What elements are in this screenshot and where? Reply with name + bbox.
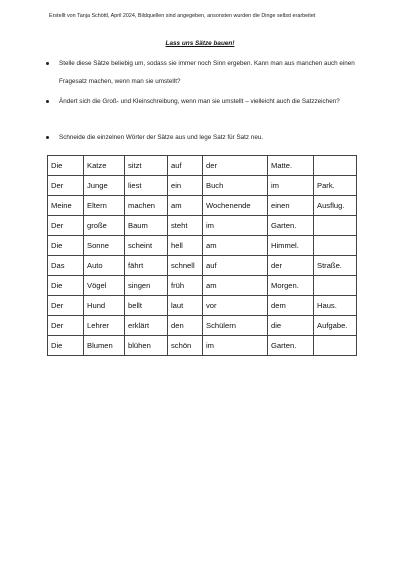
instruction-item [45,129,365,147]
table-row [48,196,357,216]
word-cell: Die [48,276,84,296]
bullet-icon [46,100,49,103]
word-cell: ein [168,176,203,196]
word-cell: Eltern [84,196,125,216]
word-cell: Garten. [268,216,314,236]
word-cell: Der [48,296,84,316]
word-cell: hell [168,236,203,256]
word-cell: Baum [125,216,168,236]
word-cell: Sonne [84,236,125,256]
word-cell: auf [203,256,268,276]
word-cell: blühen [125,336,168,356]
word-cell: am [203,276,268,296]
word-cell [314,216,357,236]
word-cell: Schülern [203,316,268,336]
instruction-item [45,55,365,91]
word-cell: schön [168,336,203,356]
word-cell: Buch [203,176,268,196]
word-cell: Die [48,236,84,256]
word-cell: einen [268,196,314,216]
word-cell: am [203,236,268,256]
word-cell: im [203,216,268,236]
word-cell: Die [48,336,84,356]
instruction-text: Ändert sich die Groß- und Kleinschreibung, wenn man sie umstellt – vielleicht auch die Satzzeichen? [59,98,340,105]
word-cell: am [168,196,203,216]
word-cell: Die [48,156,84,176]
word-cell: im [268,176,314,196]
word-cell: Der [48,316,84,336]
word-cell: dem [268,296,314,316]
word-cell: singen [125,276,168,296]
word-cell: Garten. [268,336,314,356]
word-cell: machen [125,196,168,216]
word-cell: Der [48,176,84,196]
word-cell: Haus. [314,296,357,316]
word-cell: sitzt [125,156,168,176]
word-cell: Matte. [268,156,314,176]
word-cell: Vögel [84,276,125,296]
word-cell: Hund [84,296,125,316]
word-cell [314,236,357,256]
word-cell: Meine [48,196,84,216]
instruction-item [45,93,365,129]
instruction-text: Schneide die einzelnen Wörter der Sätze aus und lege Satz für Satz neu. [59,134,264,141]
word-cell: im [203,336,268,356]
word-cell: der [268,256,314,276]
word-cell: die [268,316,314,336]
bullet-icon [46,62,49,65]
word-table [47,155,357,356]
word-cell [314,336,357,356]
word-cell: Straße. [314,256,357,276]
word-cell: steht [168,216,203,236]
bullet-icon [46,136,49,139]
word-cell: scheint [125,236,168,256]
word-cell: Der [48,216,84,236]
table-row [48,156,357,176]
table-row [48,316,357,336]
word-cell: bellt [125,296,168,316]
word-cell: auf [168,156,203,176]
credit-line: Erstellt von Tanja Schöttl, April 2024, Bildquellen sind angegeben, ansonsten wurden die Dinge selbst erarbeitet [49,13,316,19]
instruction-list [45,55,365,147]
word-cell: Himmel. [268,236,314,256]
word-cell: Junge [84,176,125,196]
word-cell: laut [168,296,203,316]
word-cell: der [203,156,268,176]
word-cell: früh [168,276,203,296]
table-row [48,236,357,256]
word-cell: Ausflug. [314,196,357,216]
table-row [48,216,357,236]
word-cell: Das [48,256,84,276]
word-cell: schnell [168,256,203,276]
word-cell: Aufgabe. [314,316,357,336]
word-cell [314,156,357,176]
instruction-text: Stelle diese Sätze beliebig um, sodass sie immer noch Sinn ergeben. Kann man aus manchen auch einen Fragesatz machen, wenn man sie umstellt? [59,60,355,85]
word-cell: liest [125,176,168,196]
table-row [48,336,357,356]
table-row [48,296,357,316]
word-cell: Morgen. [268,276,314,296]
word-cell: Lehrer [84,316,125,336]
word-cell: Katze [84,156,125,176]
word-cell: erklärt [125,316,168,336]
word-cell: Park. [314,176,357,196]
word-cell: Auto [84,256,125,276]
table-row [48,176,357,196]
word-cell: große [84,216,125,236]
document-title: Lass uns Sätze bauen! [165,40,235,47]
word-cell: Blumen [84,336,125,356]
table-row [48,276,357,296]
word-cell: vor [203,296,268,316]
word-cell: Wochenende [203,196,268,216]
table-row [48,256,357,276]
word-cell: fährt [125,256,168,276]
word-cell: den [168,316,203,336]
word-cell [314,276,357,296]
